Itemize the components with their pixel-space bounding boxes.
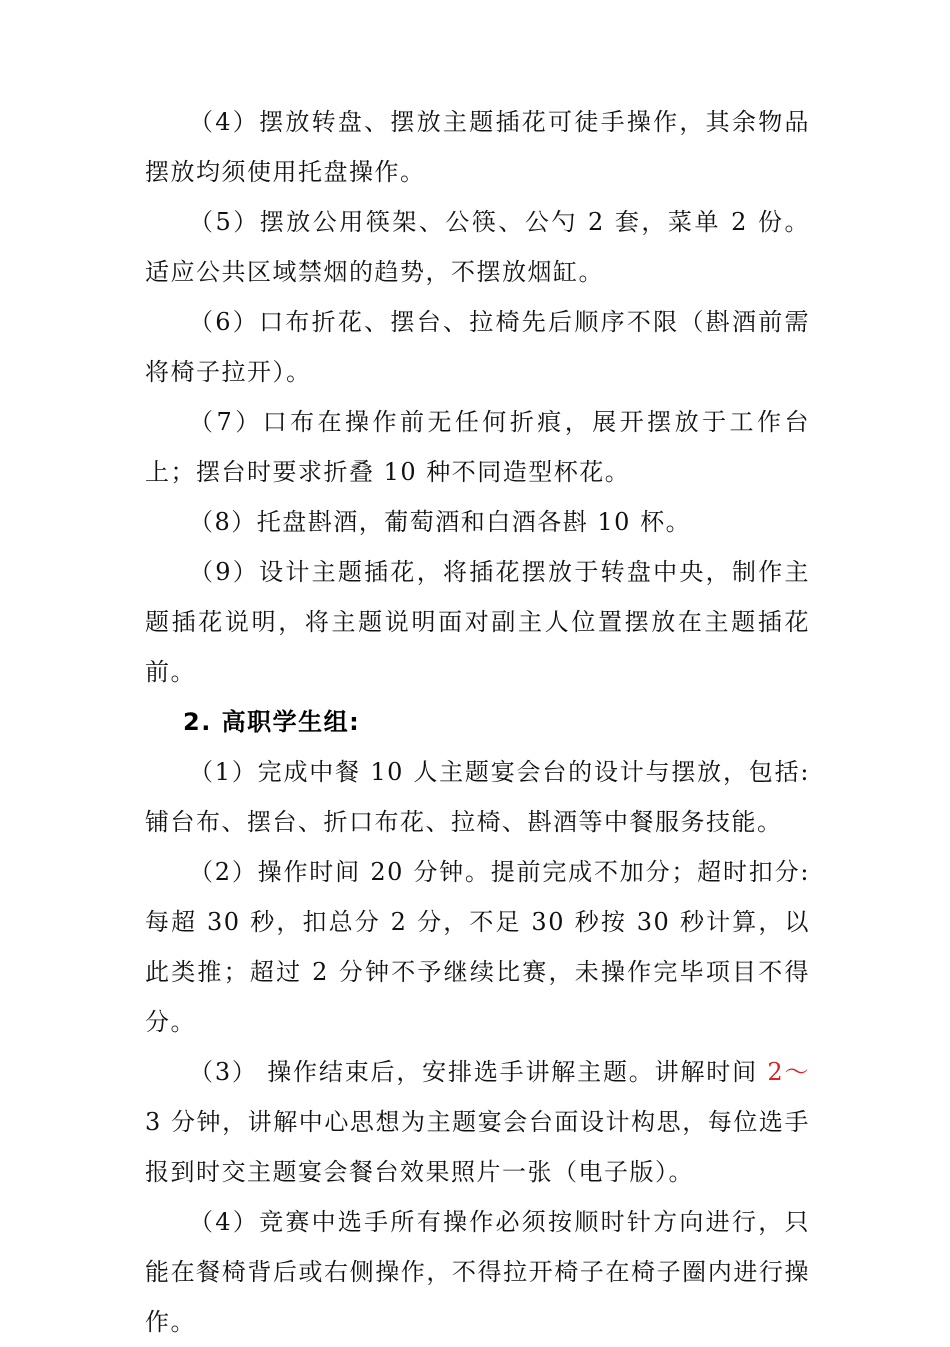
paragraph-item-7: （7）口布在操作前无任何折痕，展开摆放于工作台上；摆台时要求折叠 10 种不同造型杯花。 — [145, 408, 810, 486]
paragraph-item-9: （9）设计主题插花，将插花摆放于转盘中央，制作主题插花说明，将主题说明面对副主人位置摆放在主题插花前。 — [145, 558, 810, 686]
paragraph-item-4: （4）摆放转盘、摆放主题插花可徒手操作，其余物品摆放均须使用托盘操作。 — [145, 108, 810, 186]
document-body — [145, 97, 810, 1347]
group2-item-4: （4）竞赛中选手所有操作必须按顺时针方向进行，只能在餐椅背后或右侧操作，不得拉开椅子在椅子圈内进行操作。 — [145, 1208, 810, 1336]
group2-item-3-after: 3 分钟，讲解中心思想为主题宴会台面设计构思，每位选手报到时交主题宴会餐台效果照片一张（电子版）。 — [145, 1108, 810, 1186]
paragraph-item-6: （6）口布折花、摆台、拉椅先后顺序不限（斟酒前需将椅子拉开）。 — [145, 308, 810, 386]
paragraph-item-8: （8）托盘斟酒，葡萄酒和白酒各斟 10 杯。 — [189, 508, 692, 536]
group2-item-1: （1）完成中餐 10 人主题宴会台的设计与摆放，包括:铺台布、摆台、折口布花、拉椅、斟酒等中餐服务技能。 — [145, 758, 810, 836]
group2-item-3-before: （3） 操作结束后，安排选手讲解主题。讲解时间 — [189, 1058, 768, 1086]
group2-item-2: （2）操作时间 20 分钟。提前完成不加分；超时扣分:每超 30 秒，扣总分 2 分，不足 30 秒按 30 秒计算，以此类推；超过 2 分钟不予继续比赛，未操作完毕项目不得分。 — [145, 858, 810, 1036]
section-heading-vocational-group: 2. 高职学生组: — [183, 708, 361, 736]
group2-item-3 — [145, 1047, 810, 1197]
highlighted-time-range: 2～ — [767, 1058, 810, 1086]
paragraph-item-5: （5）摆放公用筷架、公筷、公勺 2 套，菜单 2 份。适应公共区域禁烟的趋势，不摆放烟缸。 — [145, 208, 810, 286]
